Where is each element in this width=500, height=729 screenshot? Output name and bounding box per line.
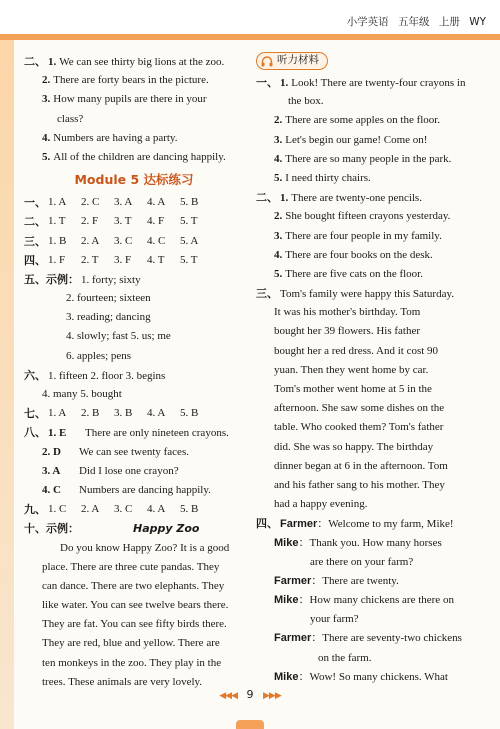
answer-cell: 4. A [147,503,166,516]
item-text: bought her a red dress. And it cost 90 [274,344,439,357]
side-strip [0,40,14,729]
answer-column [24,52,244,692]
header-rule [0,34,500,40]
mc-row-1 [24,193,244,212]
speaker-name: Farmer [274,574,312,587]
item-text: Let's begin our game! Come on! [285,133,428,146]
answer-cell: 5. T [180,215,198,228]
item-num: 3. [274,229,283,242]
item-text: 1. fifteen 2. floor 3. begins [48,369,166,382]
item-num: 4. C [42,483,61,496]
dialog-text: Thank you. How many horses [309,536,442,549]
r3-line [256,438,488,457]
s10-header [24,519,244,538]
item-text: We can see twenty faces. [79,445,189,458]
speaker-name: Farmer [280,518,318,531]
r3-line [256,495,488,514]
answer-cell: 3. F [114,253,132,266]
r3-line [256,476,488,495]
item-text: did. She was so happy. The birthday [274,440,434,453]
listening-badge-label: 听力材料 [277,54,319,67]
speaker-name: Mike [274,594,299,607]
dialog-text: Welcome to my farm, Mike! [328,518,454,531]
item-num: 5. [274,171,283,184]
item-text: and his father sang to his mother. They [274,478,445,491]
dialog-text: How many chickens are there on [309,594,454,607]
section-marker: 九、 [24,503,46,517]
section-marker: 四、 [256,517,278,531]
item-text: There are forty bears in the picture. [53,74,209,87]
item-text: Did I lose one crayon? [79,464,179,477]
item-text: afternoon. She saw some dishes on the [274,402,445,415]
item-text: There are five cats on the floor. [285,267,423,280]
listening-badge [256,52,328,70]
dialog-text: There are twenty. [322,574,399,587]
section-marker: 一、 [24,196,46,210]
s2-line-3 [24,90,244,109]
mc-row-3 [24,232,244,251]
r3-line [256,303,488,322]
s5-line-1 [24,270,244,289]
answer-cell: 5. A [180,234,199,247]
item-text: She bought fifteen crayons yesterday. [285,210,451,223]
r4-line-6 [256,610,488,629]
r2-line-5 [256,265,488,284]
speaker-name: Farmer [274,632,312,645]
item-text: It was his mother's birthday. Tom [274,306,421,319]
essay-text: place. There are three cute pandas. They [42,560,220,573]
s8-line-2 [24,443,244,462]
answer-cell: 4. C [147,234,166,247]
answer-cell: 5. T [180,253,198,266]
essay-line [24,654,244,673]
mc-row-2 [24,212,244,231]
speaker-name: Mike [274,670,299,683]
s2-line-2 [24,71,244,90]
r2-line-1 [256,188,488,207]
section-marker: 八、 [24,426,46,440]
s8-line-3 [24,462,244,481]
s7-row [24,404,244,423]
s6-line-1 [24,366,244,385]
section-marker: 三、 [24,234,46,248]
item-num: 1. [48,56,57,68]
r4-line-2: Mike：Thank you. How many horses [274,536,442,549]
s8-line-4 [24,481,244,500]
item-text: There are twenty-one pencils. [291,192,422,205]
answer-cell: 3. C [114,234,133,247]
r4-line-8 [256,649,488,668]
item-text: How many pupils are there in your [53,93,207,106]
item-num: 1. [280,192,289,205]
section-marker: 三、 [256,287,278,301]
answer-cell: 2. A [81,503,100,516]
s2-line-1 [24,52,244,71]
item-num: 2. [274,114,283,127]
item-num: 4. [274,152,283,165]
s8-line-1 [24,423,244,442]
item-text: We can see thirty big lions at the zoo. [59,56,225,68]
s5-line-2 [24,289,244,308]
item-num: 2. D [42,445,61,458]
r3-line [256,322,488,341]
answer-cell: 1. A [48,196,67,209]
page-number: 9 [246,688,254,701]
r4-line-3 [256,553,488,572]
listening-column [256,52,488,687]
item-text: bought her 39 flowers. His father [274,325,421,338]
answer-cell: 2. A [81,234,100,247]
item-text: Tom's mother went home at 5 in the [274,383,432,395]
r3-line [256,457,488,476]
answer-cell: 1. A [48,407,67,420]
item-text: 4. many 5. bought [42,388,122,400]
answer-cell: 4. T [147,253,165,266]
item-num: 3. A [42,464,61,477]
section-marker: 一、 [256,76,278,89]
item-num: 5. [274,267,283,280]
page-footer [0,688,500,701]
r1-line-1 [256,73,488,92]
r4-line-4: Farmer：There are twenty. [274,574,399,587]
prev-arrows-icon: ◀◀◀ [219,691,237,701]
r1-line-2 [256,92,488,111]
answer-cell: 5. B [180,407,199,420]
answer-cell: 2. B [81,407,100,420]
dialog-text: There are seventy-two chickens [322,632,462,645]
item-text: 4. slowly; fast 5. us; me [66,330,171,343]
item-text: There are four books on the desk. [285,248,433,261]
item-text: There are four people in my family. [285,229,442,242]
section-marker: 七、 [24,407,46,421]
listening-badge-row [256,52,488,73]
essay-text: Do you know Happy Zoo? It is a good [60,541,230,554]
section-marker: 二、 [24,215,46,229]
r3-line [256,361,488,380]
answer-cell: 5. B [180,196,199,209]
item-num: 4. [274,248,283,261]
item-text: Numbers are dancing happily. [79,483,211,496]
header-meta: 小学英语 五年级 上册 WY [346,16,486,28]
dialog-text: on the farm. [318,651,372,664]
item-text: Look! There are twenty-four crayons in [291,77,466,89]
essay-line [24,615,244,634]
item-num: 5. [42,150,51,163]
item-text: There are only nineteen crayons. [85,427,229,440]
answer-cell: 4. A [147,407,166,420]
s6-line-2 [24,385,244,404]
essay-text: can dance. There are two elephants. They [42,579,225,592]
r2-line-4 [256,246,488,265]
r3-line [256,380,488,399]
item-num: 1. E [48,427,67,440]
essay-text: They are fat. You can see fifty birds there. [42,618,227,631]
headphones-icon [261,56,273,67]
answer-cell: 2. C [81,196,100,209]
item-text: table. Who cooked them? Tom's father [274,421,444,434]
item-text: I need thirty chairs. [285,171,371,184]
essay-text: ten monkeys in the zoo. They play in the [42,656,222,669]
answer-cell: 1. T [48,215,66,228]
s5-line-5 [24,347,244,366]
s2-line-5 [24,129,244,148]
essay-line [24,577,244,596]
answer-cell: 1. F [48,253,66,266]
answer-cell: 4. F [147,215,165,228]
item-text: 6. apples; pens [66,349,132,362]
r3-line [256,342,488,361]
s9-row [24,500,244,519]
r3-line-1 [256,284,488,303]
next-arrows-icon: ▶▶▶ [263,691,281,701]
item-num: 1. [280,77,289,89]
item-text: Numbers are having a party. [53,131,178,144]
item-num: 2. [42,74,51,87]
r2-line-3 [256,227,488,246]
item-text: 2. fourteen; sixteen [66,292,151,305]
answer-cell: 3. A [114,196,133,209]
item-num: 4. [42,131,51,144]
r1-line-4 [256,131,488,150]
section-marker: 四、 [24,253,46,267]
r4-line-7: Farmer：There are seventy-two chickens [274,632,462,645]
r2-line-2 [256,207,488,226]
speaker-name: Mike [274,536,299,549]
s2-line-6 [24,148,244,167]
answer-cell: 5. B [180,503,199,516]
module-title: Module 5 达标练习 [74,172,194,188]
item-text: class? [57,112,84,125]
answer-cell: 2. T [81,253,99,266]
item-text: All of the children are dancing happily. [53,150,226,163]
essay-line [24,558,244,577]
item-text: had a happy evening. [274,498,368,511]
section-marker: 二、 [24,55,46,68]
item-text: 3. reading; dancing [66,311,151,324]
item-text: yuan. Then they went home by car. [274,363,429,376]
answer-cell: 4. A [147,196,166,209]
essay-text: trees. These animals are very lovely. [42,675,203,688]
r4-line-1: 四、 Farmer：Welcome to my farm, Mike! [256,517,454,531]
item-num: 3. [42,93,51,106]
r3-line [256,418,488,437]
section-marker: 十、示例： [24,522,79,536]
mc-row-4 [24,251,244,270]
essay-line [24,539,244,558]
section-marker: 五、示例： [24,272,79,286]
bottom-tab [236,720,264,729]
answer-cell: 1. C [48,503,67,516]
item-text: 1. forty; sixty [81,273,141,286]
section-marker: 六、 [24,368,46,382]
item-text: the box. [288,95,324,108]
r4-line-5: Mike：How many chickens are there on [274,594,454,607]
r1-line-5 [256,150,488,169]
dialog-text: your farm? [310,613,359,626]
item-text: There are some apples on the floor. [285,114,441,127]
r1-line-6 [256,169,488,188]
r1-line-3 [256,111,488,130]
item-text: Tom's family were happy this Saturday. [280,288,455,301]
answer-cell: 3. B [114,407,133,420]
item-num: 2. [274,210,283,223]
essay-line [24,634,244,653]
essay-title: Happy Zoo [133,522,200,536]
item-text: dinner began at 6 in the afternoon. Tom [274,459,448,472]
s5-line-4 [24,327,244,346]
r4-line-9: Mike：Wow! So many chickens. What [274,670,448,683]
answer-cell: 3. C [114,503,133,516]
answer-cell: 1. B [48,234,67,247]
dialog-text: Wow! So many chickens. What [309,670,448,683]
essay-text: like water. You can see twelve bears there. [42,599,229,612]
r3-line [256,399,488,418]
answer-cell: 2. F [81,215,99,228]
item-num: 3. [274,133,283,146]
section-marker: 二、 [256,191,278,205]
s5-line-3 [24,308,244,327]
dialog-text: are there on your farm? [310,555,414,568]
answer-cell: 3. T [114,215,132,228]
essay-text: They are red, blue and yellow. There are [42,637,220,650]
item-text: There are so many people in the park. [285,152,452,165]
s2-line-4 [24,110,244,129]
essay-line [24,596,244,615]
